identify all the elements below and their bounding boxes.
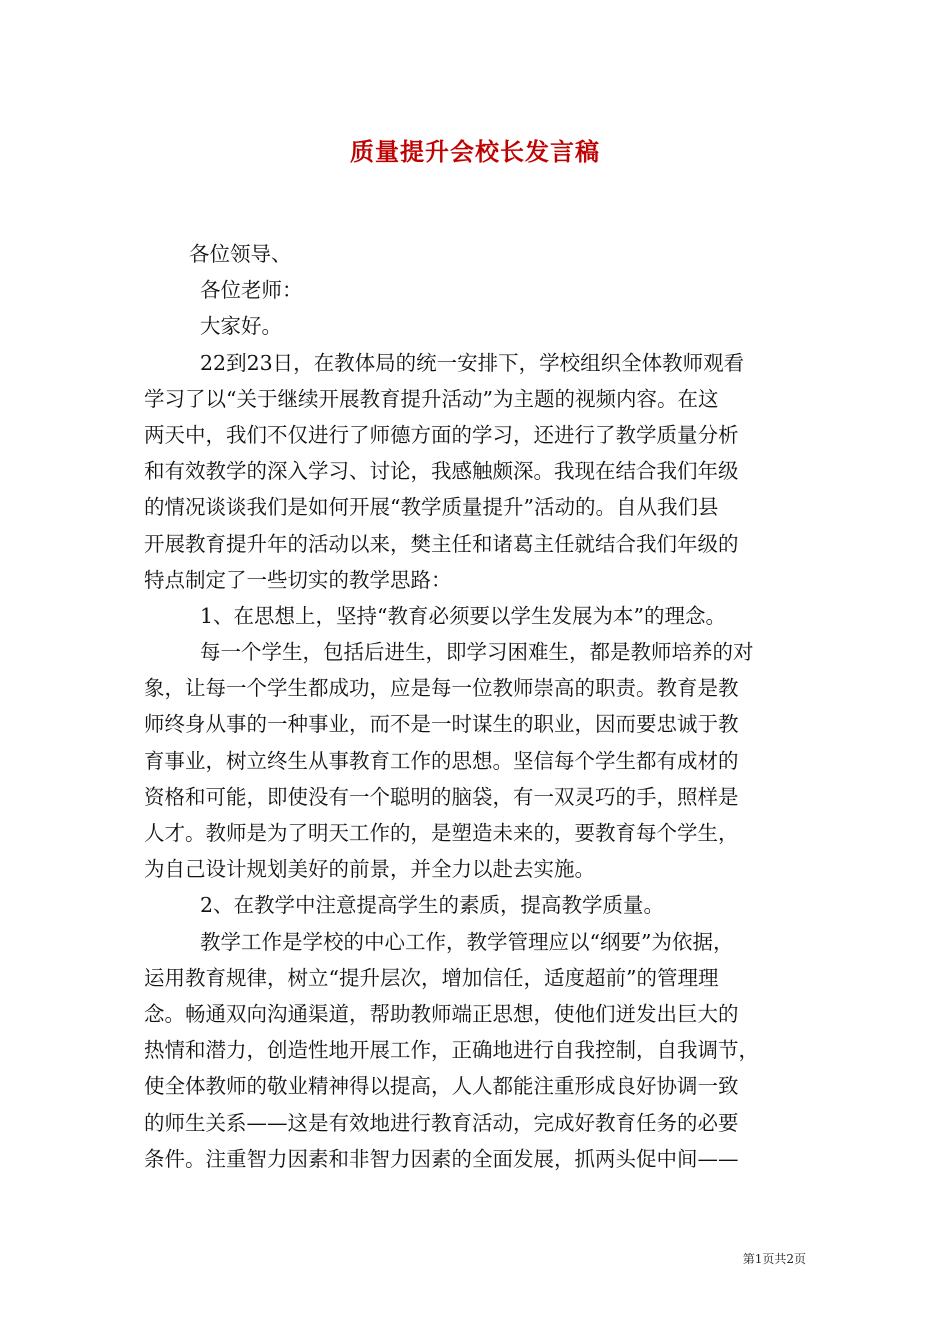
paragraph-line: 每一个学生，包括后进生，即学习困难生，都是教师培养的对 (200, 640, 754, 665)
section-heading-1: 1、在思想上，坚持“教育必须要以学生发展为本”的理念。 (200, 603, 727, 628)
salutation-line: 各位领导、 (189, 242, 292, 266)
paragraph-line: 资格和可能，即使没有一个聪明的脑袋，有一双灵巧的手，照样是 (144, 784, 739, 809)
paragraph-line: 特点制定了一些切实的教学思路： (144, 567, 452, 592)
salutation-line: 各位老师： (200, 278, 303, 303)
page-indicator: 第1页共2页 (742, 1252, 806, 1266)
document-body (144, 236, 806, 1177)
paragraph-line: 和有效教学的深入学习、讨论，我感触颇深。我现在结合我们年级 (144, 459, 739, 484)
paragraph-line: 为自己设计规划美好的前景，并全力以赴去实施。 (144, 857, 595, 882)
paragraph-line: 教学工作是学校的中心工作，教学管理应以“纲要”为依据， (200, 929, 734, 954)
paragraph-line: 学习了以“关于继续开展教育提升活动”为主题的视频内容。在这 (144, 386, 719, 411)
paragraph-line: 条件。注重智力因素和非智力因素的全面发展，抓两头促中间—— (144, 1146, 739, 1171)
paragraph-line: 的师生关系——这是有效地进行教育活动，完成好教育任务的必要 (144, 1110, 739, 1135)
paragraph-line: 22到23日，在教体局的统一安排下，学校组织全体教师观看 (200, 350, 745, 375)
paragraph-line: 师终身从事的一种事业，而不是一时谋生的职业，因而要忠诚于教 (144, 712, 739, 737)
section-heading-2: 2、在教学中注意提高学生的素质，提高教学质量。 (200, 893, 665, 918)
paragraph-line: 开展教育提升年的活动以来，樊主任和诸葛主任就结合我们年级的 (144, 531, 739, 556)
paragraph-line: 育事业，树立终生从事教育工作的思想。坚信每个学生都有成材的 (144, 748, 739, 773)
paragraph-line: 热情和潜力，创造性地开展工作，正确地进行自我控制，自我调节， (144, 1038, 759, 1063)
greeting-line: 大家好。 (200, 314, 282, 339)
paragraph-line: 象，让每一个学生都成功，应是每一位教师崇高的职责。教育是教 (144, 676, 739, 701)
paragraph-line: 使全体教师的敬业精神得以提高，人人都能注重形成良好协调一致 (144, 1074, 739, 1099)
paragraph-line: 运用教育规律，树立“提升层次，增加信任，适度超前”的管理理 (144, 965, 719, 990)
document-title: 质量提升会校长发言稿 (350, 137, 600, 166)
paragraph-line: 的情况谈谈我们是如何开展“教学质量提升”活动的。自从我们县 (144, 495, 719, 520)
paragraph-line: 两天中，我们不仅进行了师德方面的学习，还进行了教学质量分析 (144, 422, 739, 447)
paragraph-line: 人才。教师是为了明天工作的，是塑造未来的，要教育每个学生， (144, 821, 739, 845)
paragraph-line: 念。畅通双向沟通渠道，帮助教师端正思想，使他们迸发出巨大的 (144, 1001, 739, 1026)
